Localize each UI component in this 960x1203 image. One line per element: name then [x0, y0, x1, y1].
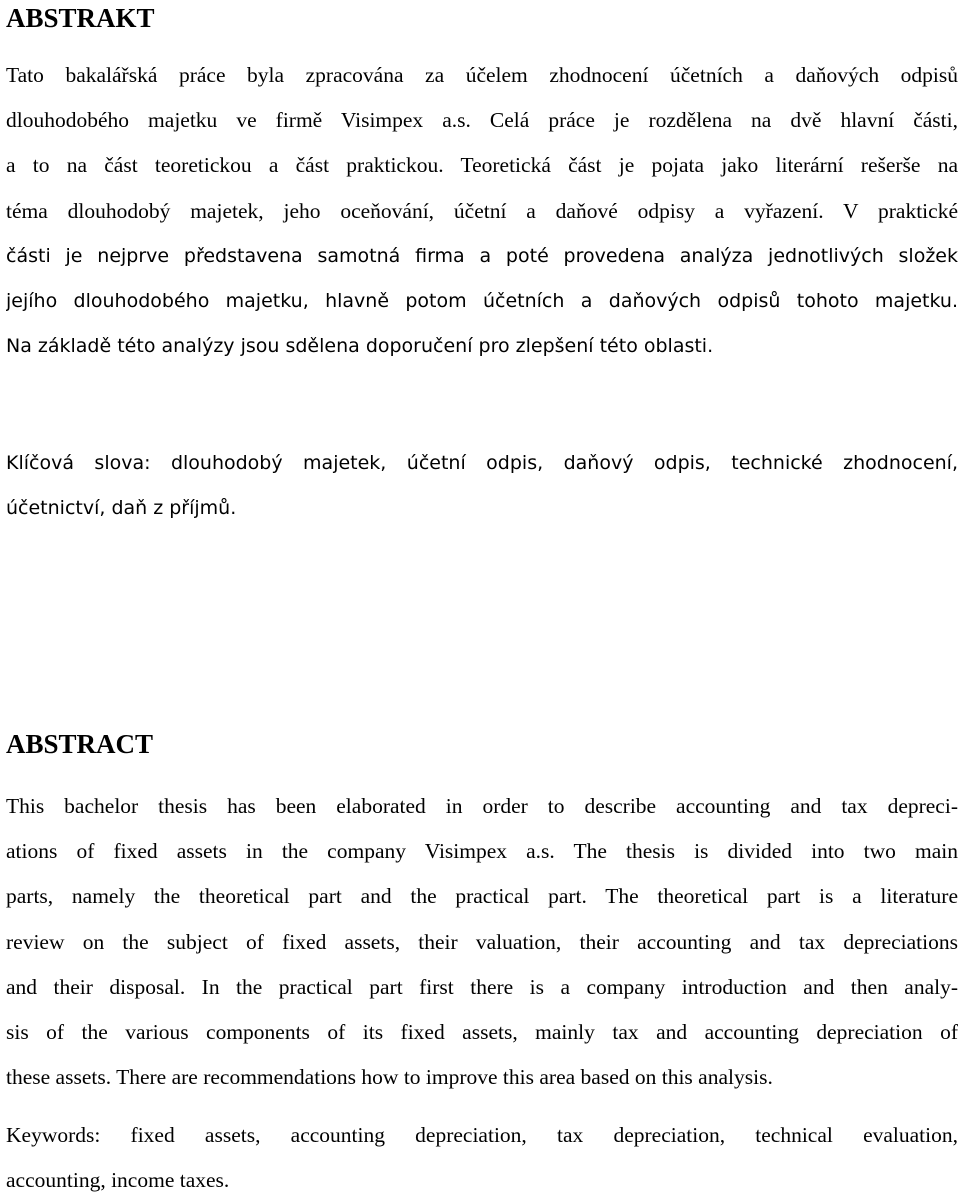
english-abstract-line-1: This bachelor thesis has been elaborated in order to describe accounting and tax depreci- — [6, 794, 958, 818]
english-abstract-line-5: and their disposal. In the practical part first there is a company introduction and then analy- — [6, 974, 958, 999]
english-abstract-heading: ABSTRACT — [6, 729, 154, 759]
czech-abstract-line-2: dlouhodobého majetku ve firmě Visimpex a.s. Celá práce je rozdělena na dvě hlavní části, — [6, 108, 958, 133]
czech-abstract-heading: ABSTRAKT — [6, 3, 155, 33]
english-abstract-line-3: parts, namely the theoretical part and the practical part. The theoretical part is a literature — [6, 884, 958, 909]
english-keywords-line-1: Keywords: fixed assets, accounting depreciation, tax depreciation, technical evaluation, — [6, 1123, 958, 1147]
czech-keywords-paragraph — [6, 441, 958, 531]
english-keywords-paragraph — [6, 1113, 958, 1203]
english-abstract-line-2: ations of fixed assets in the company Visimpex a.s. The thesis is divided into two main — [6, 839, 958, 864]
english-abstract-line-6: sis of the various components of its fixed assets, mainly tax and accounting depreciation of — [6, 1019, 958, 1044]
czech-abstract-line-3: a to na část teoretickou a část praktickou. Teoretická část je pojata jako literární rešerše na — [6, 153, 958, 178]
english-abstract-line-4: review on the subject of fixed assets, their valuation, their accounting and tax depreciations — [6, 929, 958, 954]
czech-abstract-line-7: Na základě této analýzy jsou sdělena doporučení pro zlepšení této oblasti. — [6, 335, 714, 358]
czech-abstract-line-4: téma dlouhodobý majetek, jeho oceňování, účetní a daňové odpisy a vyřazení. V praktické — [6, 198, 958, 223]
czech-abstract-line-1: Tato bakalářská práce byla zpracována za účelem zhodnocení účetních a daňových odpisů — [6, 63, 958, 87]
czech-keywords-line-1: Klíčová slova: dlouhodobý majetek, účetní odpis, daňový odpis, technické zhodnocení, — [6, 452, 958, 474]
czech-abstract-line-5: části je nejprve představena samotná firma a poté provedena analýza jednotlivých složek — [6, 244, 958, 267]
english-abstract-line-7: these assets. There are recommendations how to improve this area based on this analysis. — [6, 1065, 773, 1090]
english-keywords-line-2: accounting, income taxes. — [6, 1168, 230, 1193]
czech-abstract-paragraph — [6, 53, 958, 369]
czech-keywords-line-2: účetnictví, daň z příjmů. — [6, 497, 237, 520]
english-abstract-paragraph — [6, 784, 958, 1100]
czech-abstract-line-6: jejího dlouhodobého majetku, hlavně potom účetních a daňových odpisů tohoto majetku. — [6, 289, 958, 312]
